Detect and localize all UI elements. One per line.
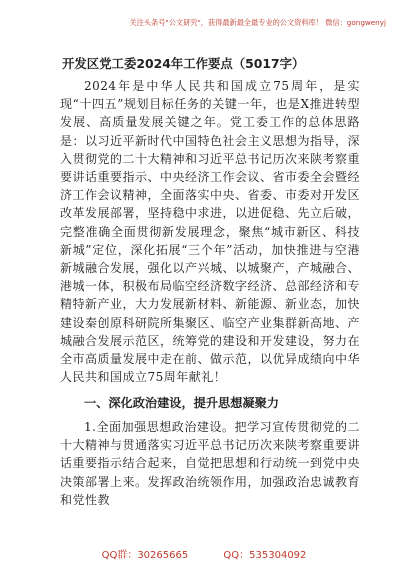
- section-1-body: [60, 418, 360, 509]
- section-heading-1: 一、深化政治建设，提升思想凝聚力: [84, 396, 279, 410]
- header-promo-note: 关注头条号"公文研究"，获得最新最全最专业的公文资料库！ 微信：gongwenyj: [129, 18, 386, 27]
- footer-qq-group: QQ群：30265665: [101, 550, 189, 561]
- intro-section: [60, 77, 360, 386]
- footer-qq: QQ：535304092: [223, 550, 307, 561]
- document-title: 开发区党工委2024年工作要点（5017字）: [62, 56, 305, 71]
- section-1-paragraph: 1.全面加强思想政治建设。把学习宣传贯彻党的二十大精神与贯通落实习近平总书记历次来陕考察重要讲话重要指示结合起来，自觉把思想和行动统一到党中央决策部署上来。发挥政治统领作用，加强政治忠诚教育和党性教: [60, 420, 361, 507]
- intro-paragraph: 2024年是中华人民共和国成立75周年，是实现“十四五”规划目标任务的关键一年，也是X推进转型发展、高质量发展关键之年。党工委工作的总体思路是：以习近平新时代中国特色社会主义思想为指导，深入贯彻党的二十大精神和习近平总书记历次来陕考察重要讲话重要指示、中央经济工作会议、省市委全会暨经济工作会议精神，全面落实中央、省委、市委对开发区改革发展部署，坚持稳中求进，以进促稳、先立后破，完整准确全面贯彻新发展理念，聚焦“城市新区、科技新城”定位，深化拓展“三个年”活动，加快推进与空港新城融合发展，强化以产兴城、以城聚产，产城融合、港城一体，积极布局临空经济数字经济、总部经济和专精特新产业，大力发展新材料、新能源、新业态，加快建设秦创原科研院所集聚区、临空产业集群新高地、产城融合发展示范区，统筹党的建设和开发建设，努力在全市高质量发展中走在前、做示范，以优异成绩向中华人民共和国成立75周年献礼！: [60, 79, 361, 385]
- footer-contact: [0, 546, 408, 561]
